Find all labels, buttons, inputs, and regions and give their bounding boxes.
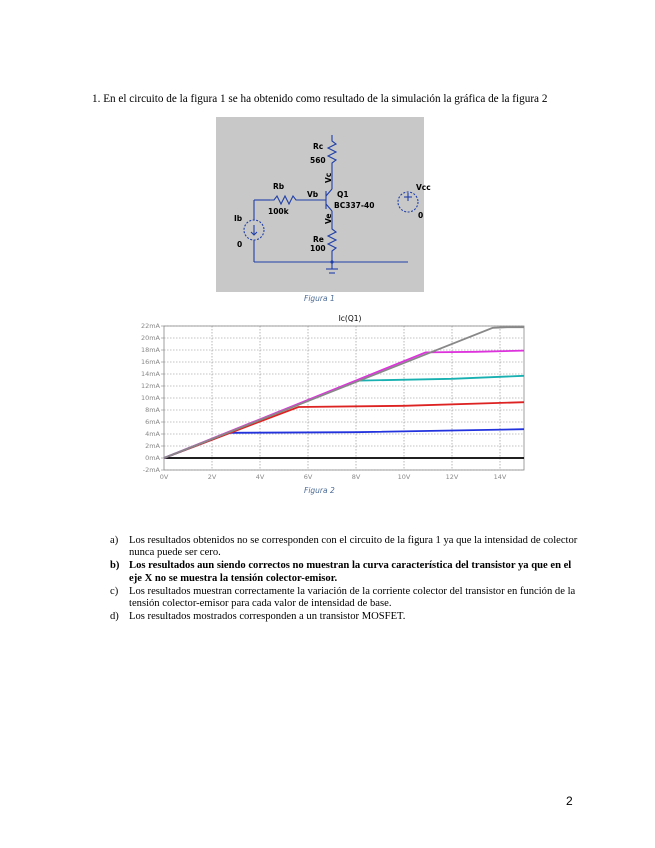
rb-value-label: 100k — [268, 207, 289, 216]
x-tick-label: 4V — [255, 473, 265, 481]
re-value-label: 100 — [310, 244, 326, 253]
x-tick-label: 0V — [159, 473, 169, 481]
answer-option-c[interactable] — [110, 586, 580, 610]
figure2-caption: Figura 2 — [304, 486, 335, 495]
option-letter: c) — [110, 585, 119, 597]
vb-label: Vb — [307, 190, 319, 199]
x-tick-label: 2V — [207, 473, 217, 481]
y-tick-label: 18mA — [140, 346, 160, 355]
y-tick-label: 20mA — [140, 334, 160, 343]
ib-name-label: Ib — [234, 214, 243, 223]
y-tick-label: 8mA — [145, 406, 160, 415]
vcc-name-label: Vcc — [416, 183, 431, 192]
ic-chart — [130, 310, 530, 485]
option-text: Los resultados obtenidos no se corresponden con el circuito de la figura 1 ya que la intensidad de colector nunca puede ser cero. — [129, 535, 578, 559]
option-letter: a) — [110, 535, 119, 546]
page-number: 2 — [566, 794, 573, 808]
x-tick-label: 6V — [303, 473, 313, 481]
ib-value-label: 0 — [237, 240, 243, 249]
answer-options — [110, 535, 580, 624]
y-tick-label: 2mA — [145, 442, 160, 451]
y-tick-label: 4mA — [145, 430, 160, 439]
answer-option-a[interactable] — [110, 535, 580, 559]
y-tick-label: 22mA — [140, 322, 160, 331]
vcc-value-label: 0 — [418, 211, 424, 220]
question-text: 1. En el circuito de la figura 1 se ha obtenido como resultado de la simulación la gráfica de la figura 2 — [92, 93, 548, 105]
option-text: Los resultados aun siendo correctos no muestran la curva característica del transistor ya que en el eje X no se muestra la tensión colector-emisor. — [129, 560, 572, 584]
chart-title: Ic(Q1) — [338, 314, 362, 323]
vc-label: Vc — [324, 172, 333, 183]
option-letter: d) — [110, 611, 119, 623]
x-tick-label: 10V — [397, 473, 411, 481]
ve-label: Ve — [324, 213, 333, 224]
circuit-figure — [216, 117, 431, 292]
rc-value-label: 560 — [310, 156, 326, 165]
y-tick-label: 12mA — [140, 382, 160, 391]
y-tick-label: 0mA — [145, 454, 160, 463]
q-model-label: BC337-40 — [334, 201, 375, 210]
option-text: Los resultados muestran correctamente la variación de la corriente colector del transistor en función de la tensión colector-emisor para cada valor de intensidad de base. — [129, 585, 576, 610]
y-tick-label: 14mA — [140, 370, 160, 379]
figure1-caption: Figura 1 — [304, 294, 335, 303]
rb-name-label: Rb — [273, 182, 285, 191]
y-tick-label: 10mA — [140, 394, 160, 403]
y-tick-label: 16mA — [140, 358, 160, 367]
answer-option-d[interactable] — [110, 611, 580, 623]
y-tick-label: -2mA — [142, 466, 160, 475]
x-tick-label: 14V — [493, 473, 507, 481]
re-name-label: Re — [313, 235, 324, 244]
x-tick-label: 12V — [445, 473, 459, 481]
q-name-label: Q1 — [337, 190, 349, 199]
option-letter: b) — [110, 560, 120, 572]
option-text: Los resultados mostrados corresponden a un transistor MOSFET. — [129, 611, 406, 623]
x-tick-label: 8V — [351, 473, 361, 481]
rc-name-label: Rc — [313, 142, 324, 151]
answer-option-b[interactable] — [110, 560, 580, 584]
ground-node — [330, 260, 333, 263]
y-tick-label: 6mA — [145, 418, 160, 427]
